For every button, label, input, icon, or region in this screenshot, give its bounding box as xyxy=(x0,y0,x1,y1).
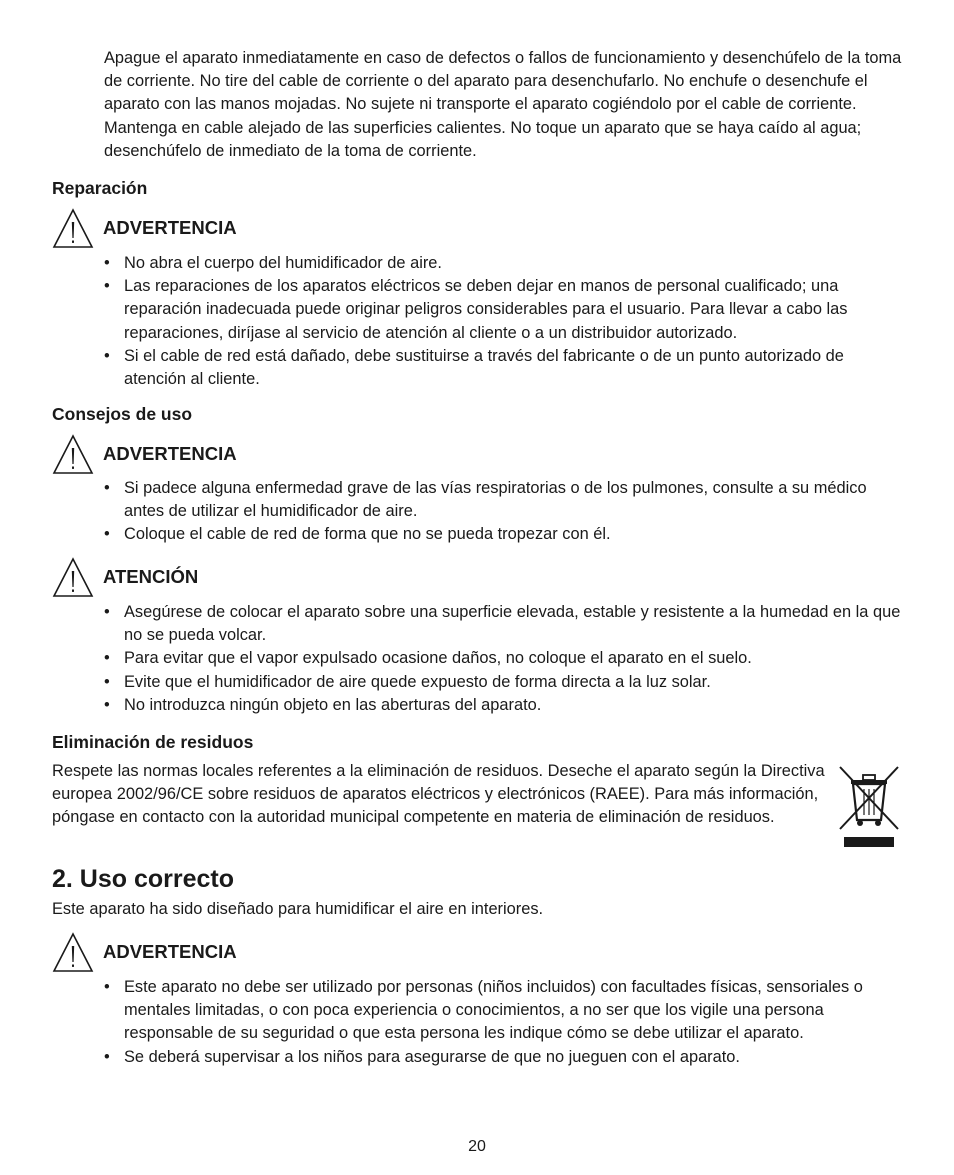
section-heading-reparacion: Reparación xyxy=(52,178,148,198)
list-item: • Si el cable de red está dañado, debe sustituirse a través del fabricante o de un punto autorizado de atención al cliente. xyxy=(104,345,904,391)
page-number: 20 xyxy=(468,1138,486,1155)
warning-triangle-icon xyxy=(52,434,94,476)
consejos-list xyxy=(104,477,904,547)
caution-label: ATENCIÓN xyxy=(103,566,199,587)
list-item: • No introduzca ningún objeto en las aberturas del aparato. xyxy=(104,694,904,717)
caution-consejos xyxy=(52,557,452,601)
warning-triangle-icon xyxy=(52,932,94,974)
warning-label: ADVERTENCIA xyxy=(103,217,237,238)
caution-list xyxy=(104,601,904,717)
warning-consejos xyxy=(52,434,452,478)
list-item: • Las reparaciones de los aparatos eléctricos se deben dejar en manos de personal cualificado; una reparación inadecuada puede originar peligros considerables para el usuario. Para llevar a cabo las reparaciones, diríjase al servicio de atención al cliente o a un distribuidor autorizado. xyxy=(104,275,904,345)
list-item: • Se deberá supervisar a los niños para asegurarse de que no jueguen con el aparato. xyxy=(104,1046,904,1069)
list-item: • Evite que el humidificador de aire quede expuesto de forma directa a la luz solar. xyxy=(104,671,904,694)
chapter-heading-uso-correcto: 2. Uso correcto xyxy=(52,865,235,893)
intro-paragraph: Apague el aparato inmediatamente en caso de defectos o fallos de funcionamiento y desenchúfelo de la toma de corriente. No tire del cable de corriente o del aparato para desenchufarlo. No enchufe o desenchufe el aparato con las manos mojadas. No sujete ni transporte el aparato cogiéndolo por el cable de corriente. Mantenga en cable alejado de las superficies calientes. No toque un aparato que se haya caído al agua; desenchúfelo de inmediato de la toma de corriente. xyxy=(104,49,902,160)
list-item: • Si padece alguna enfermedad grave de las vías respiratorias o de los pulmones, consulte a su médico antes de utilizar el humidificador de aire. xyxy=(104,477,904,523)
warning-label: ADVERTENCIA xyxy=(103,443,237,464)
warning-reparacion xyxy=(52,208,452,252)
section-heading-eliminacion: Eliminación de residuos xyxy=(52,732,254,752)
uso-correcto-paragraph: Este aparato ha sido diseñado para humidificar el aire en interiores. xyxy=(52,900,544,918)
uso-correcto-list xyxy=(104,976,904,1069)
warning-uso-correcto xyxy=(52,932,452,976)
warning-triangle-icon xyxy=(52,208,94,250)
crossed-out-wheelie-bin-icon xyxy=(838,765,902,849)
warning-label: ADVERTENCIA xyxy=(103,941,237,962)
list-item: • Coloque el cable de red de forma que no se pueda tropezar con él. xyxy=(104,523,904,546)
reparacion-list xyxy=(104,252,904,391)
list-item: • Asegúrese de colocar el aparato sobre una superficie elevada, estable y resistente a la humedad en la que no se pueda volcar. xyxy=(104,601,904,647)
disposal-paragraph: Respete las normas locales referentes a la eliminación de residuos. Deseche el aparato según la Directiva europea 2002/96/CE sobre residuos de aparatos eléctricos y electrónicos (RAEE). Para más información, póngase en contacto con la autoridad municipal competente en materia de eliminación de residuos. xyxy=(52,762,825,827)
list-item: • No abra el cuerpo del humidificador de aire. xyxy=(104,252,904,275)
list-item: • Este aparato no debe ser utilizado por personas (niños incluidos) con facultades físicas, sensoriales o mentales limitadas, o con poca experiencia o conocimientos, a no ser que los vigile una persona responsable de su seguridad o que esta persona les indique cómo se debe utilizar el aparato. xyxy=(104,976,904,1046)
warning-triangle-icon xyxy=(52,557,94,599)
section-heading-consejos: Consejos de uso xyxy=(52,404,193,424)
list-item: • Para evitar que el vapor expulsado ocasione daños, no coloque el aparato en el suelo. xyxy=(104,647,904,670)
